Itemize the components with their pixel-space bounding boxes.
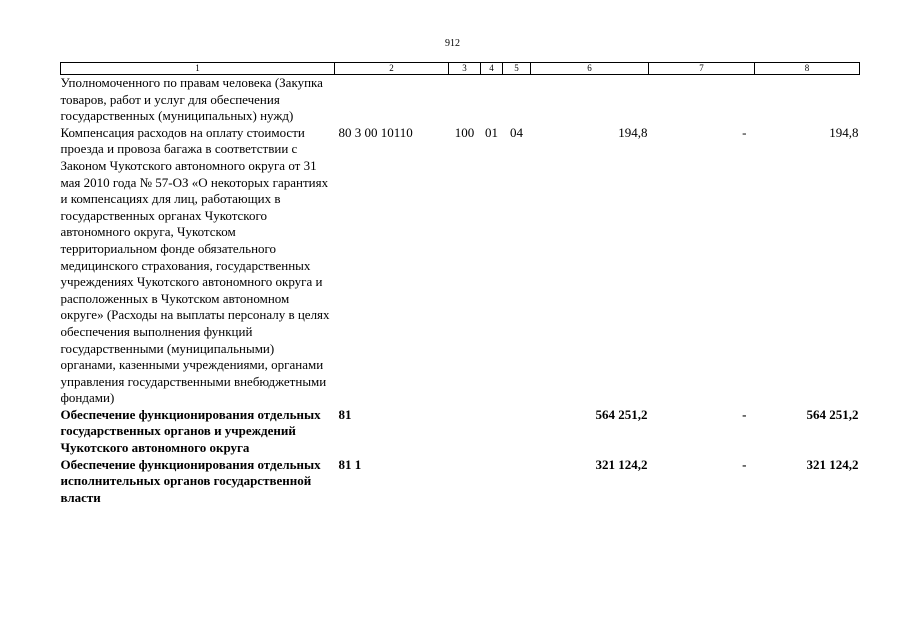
row-section — [481, 75, 503, 125]
row-expense-type — [449, 75, 481, 125]
row-target-code: 81 — [338, 406, 352, 422]
row-sum-other — [755, 75, 860, 125]
row-target-code — [335, 75, 449, 125]
budget-table — [60, 62, 860, 506]
row-expense-type: 100 — [454, 124, 475, 140]
row-name: Обеспечение функционирования отдельных исполнительных органов государственной власти — [60, 456, 321, 505]
row-sum-federal: - — [742, 406, 747, 422]
row-subsection — [503, 407, 531, 457]
row-section — [481, 457, 503, 507]
row-subsection: 04 — [510, 124, 523, 140]
row-name: Компенсация расходов на оплату стоимости проезда и провоза багажа в соответствии с Законом Чукотского автономного округа от 31 мая 2010 года № 57-ОЗ «О некоторых гарантиях и компенсациях для лиц, работающих в государственных органах Чукотского автономного округа, Чукотском территориальном фонде обязательного медицинского страхования, государственных учреждениях Чукотского автономного округа и расположенных в Чукотском автономном округе» (Расходы на выплаты персоналу в целях обеспечения выполнения функций государственными (муниципальными) органами, казенными учреждениями, органами управления государственными внебюджетными фондами) — [60, 124, 330, 406]
row-sum-other: 564 251,2 — [806, 406, 859, 422]
row-target-code: 81 1 — [338, 456, 362, 472]
row-sum-total: 194,8 — [618, 124, 648, 140]
table-row — [61, 457, 860, 507]
row-sum-federal: - — [742, 124, 747, 140]
page-number: 912 — [445, 38, 460, 49]
column-number-header-row — [61, 63, 860, 75]
row-expense-type — [449, 457, 481, 507]
table-row — [61, 407, 860, 457]
column-header-5: 5 — [503, 63, 531, 75]
row-subsection — [503, 457, 531, 507]
table-row — [61, 125, 860, 407]
row-sum-total: 564 251,2 — [595, 406, 648, 422]
row-section — [481, 407, 503, 457]
row-name: Уполномоченного по правам человека (Закупка товаров, работ и услуг для обеспечения государственных (муниципальных) нужд) — [60, 75, 323, 124]
row-section: 01 — [485, 124, 498, 140]
row-sum-federal: - — [742, 456, 747, 472]
column-header-2: 2 — [335, 63, 449, 75]
column-header-7: 7 — [649, 63, 755, 75]
row-target-code: 80 3 00 10110 — [338, 124, 413, 140]
row-expense-type — [449, 407, 481, 457]
column-header-8: 8 — [755, 63, 860, 75]
column-header-4: 4 — [481, 63, 503, 75]
row-subsection — [503, 75, 531, 125]
row-sum-total — [531, 75, 649, 125]
row-name: Обеспечение функционирования отдельных государственных органов и учреждений Чукотского автономного округа — [60, 406, 321, 456]
row-sum-other: 321 124,2 — [806, 456, 859, 472]
row-sum-total: 321 124,2 — [595, 456, 648, 472]
table-row — [61, 75, 860, 125]
column-header-1: 1 — [61, 63, 335, 75]
column-header-3: 3 — [449, 63, 481, 75]
row-sum-other: 194,8 — [829, 124, 859, 140]
column-header-6: 6 — [531, 63, 649, 75]
row-sum-federal — [649, 75, 755, 125]
